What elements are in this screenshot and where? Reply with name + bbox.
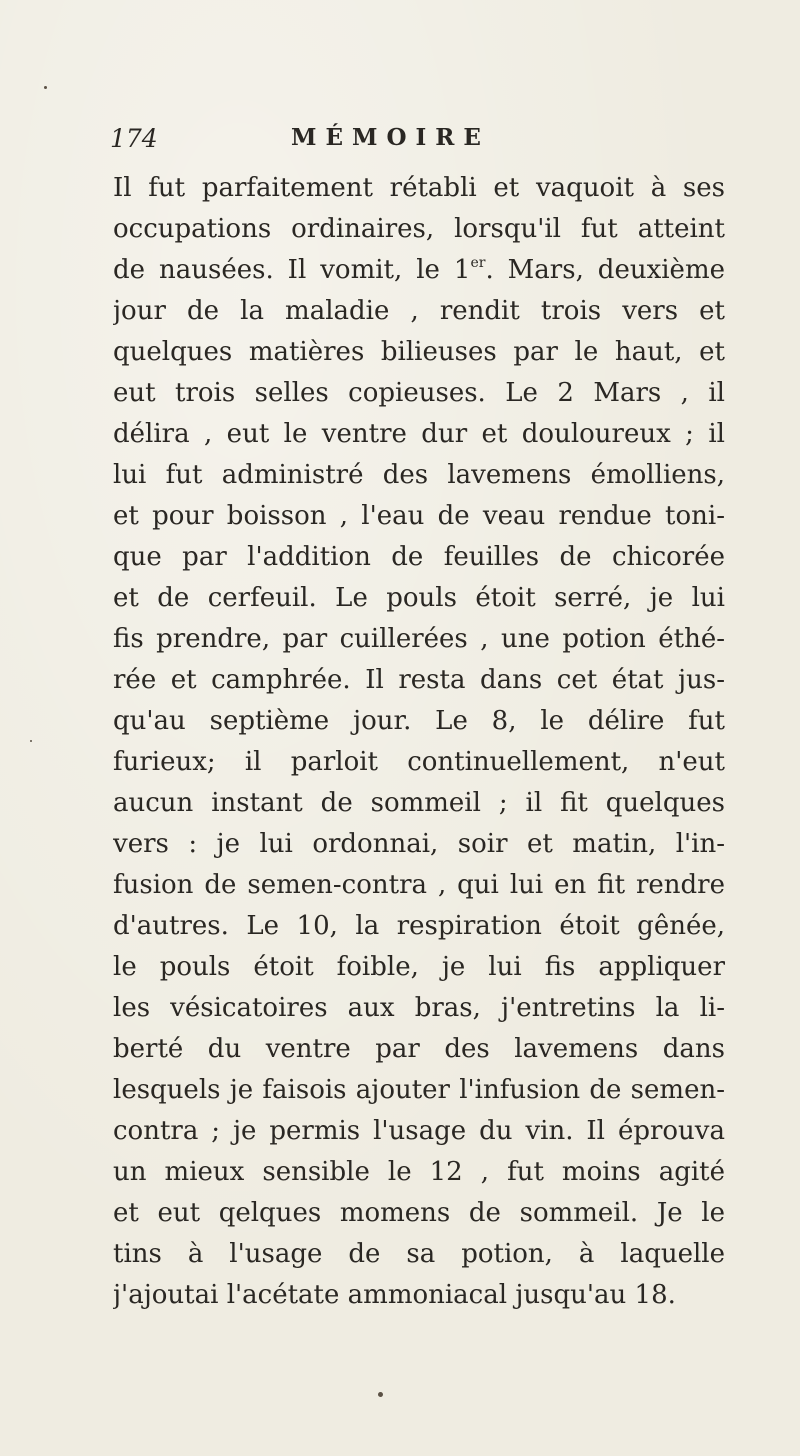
text-line: que par l'addition de feuilles de chicorée [113,542,725,572]
text-line: quelques matières bilieuses par le haut, et [113,337,725,367]
text-line: contra ; je permis l'usage du vin. Il éprouva [113,1116,725,1146]
paper-speck [44,86,47,89]
running-head [110,120,690,164]
text-line: furieux; il parloit continuellement, n'eut [113,747,725,777]
text-line: d'autres. Le 10, la respiration étoit gênée, [113,911,725,941]
text-line: tins à l'usage de sa potion, à laquelle [113,1239,725,1269]
text-line: fis prendre, par cuillerées , une potion éthé- [113,624,725,654]
paper-speck [30,740,32,742]
text-line: le pouls étoit foible, je lui fis appliquer [113,952,725,982]
text-line: jour de la maladie , rendit trois vers et [113,296,725,326]
text-line: Il fut parfaitement rétabli et vaquoit à ses [113,173,725,203]
text-line: vers : je lui ordonnai, soir et matin, l'in- [113,829,725,859]
text-line: berté du ventre par des lavemens dans [113,1034,725,1064]
text-line: aucun instant de sommeil ; il fit quelques [113,788,725,818]
text-line: rée et camphrée. Il resta dans cet état jus- [113,665,725,695]
page-number: 174 [110,124,158,153]
running-title: MÉMOIRE [291,124,490,151]
body-paragraph [113,168,725,1316]
text-line: délira , eut le ventre dur et douloureux ; il [113,419,725,449]
text-line: et pour boisson , l'eau de veau rendue toni- [113,501,725,531]
text-line: lui fut administré des lavemens émolliens, [113,460,725,490]
text-line: les vésicatoires aux bras, j'entretins la li- [113,993,725,1023]
text-line: et de cerfeuil. Le pouls étoit serré, je lui [113,583,725,613]
text-line: et eut qelques momens de sommeil. Je le [113,1198,725,1228]
text-line: occupations ordinaires, lorsqu'il fut atteint [113,214,725,244]
text-line: j'ajoutai l'acétate ammoniacal jusqu'au 18. [113,1280,676,1310]
text-line: fusion de semen-contra , qui lui en fit rendre [113,870,725,900]
text-line: eut trois selles copieuses. Le 2 Mars , il [113,378,725,408]
text-line: de nausées. Il vomit, le 1er. Mars, deuxième [113,255,725,285]
paper-speck [378,1392,383,1397]
text-line: lesquels je faisois ajouter l'infusion de semen- [113,1075,725,1105]
text-line: qu'au septième jour. Le 8, le délire fut [113,706,725,736]
text-line: un mieux sensible le 12 , fut moins agité [113,1157,725,1187]
